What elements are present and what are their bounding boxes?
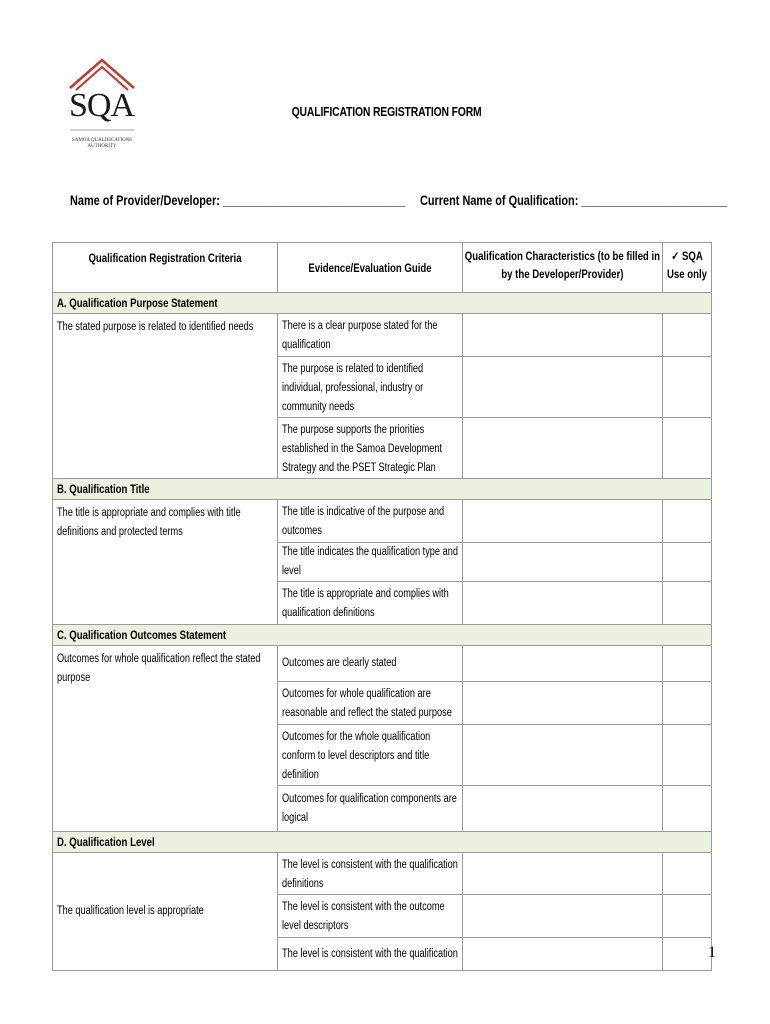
criterion-cell: The stated purpose is related to identified needs <box>53 314 278 479</box>
characteristics-cell[interactable] <box>463 895 663 938</box>
guide-cell: The level is consistent with the outcome level descriptors <box>278 895 463 938</box>
page-number: 1 <box>708 944 716 961</box>
section-d-row <box>53 832 712 853</box>
criterion-cell: The title is appropriate and complies with title definitions and protected terms <box>53 500 278 625</box>
sqa-cell[interactable] <box>663 786 712 832</box>
guide-cell: There is a clear purpose stated for the qualification <box>278 314 463 357</box>
table-row <box>53 500 712 543</box>
sqa-cell[interactable] <box>663 314 712 357</box>
guide-cell: Outcomes for the whole qualification conform to level descriptors and title definition <box>278 725 463 786</box>
header-evidence: Evidence/Evaluation Guide <box>278 243 463 293</box>
criterion-cell: Outcomes for whole qualification reflect the stated purpose <box>53 646 278 832</box>
sqa-cell[interactable] <box>663 646 712 682</box>
guide-cell: Outcomes for qualification components are logical <box>278 786 463 832</box>
sqa-cell[interactable] <box>663 682 712 725</box>
sqa-cell[interactable] <box>663 938 712 971</box>
provider-field <box>70 192 405 208</box>
table-row <box>53 646 712 682</box>
provider-value[interactable]: ______________________________ <box>222 192 406 208</box>
form-title: QUALIFICATION REGISTRATION FORM <box>291 104 482 119</box>
guide-cell: Outcomes for whole qualification are reasonable and reflect the stated purpose <box>278 682 463 725</box>
current-name-value[interactable]: ________________________ <box>581 192 728 208</box>
sqa-cell[interactable] <box>663 500 712 543</box>
sqa-cell[interactable] <box>663 725 712 786</box>
header-sqa-use: ✓ SQA Use only <box>663 243 712 293</box>
logo-subtitle: SAMOA QUALIFICATIONS AUTHORITY <box>71 138 133 149</box>
characteristics-cell[interactable] <box>463 357 663 418</box>
current-name-label: Current Name of Qualification: <box>420 192 579 208</box>
section-c-row <box>53 625 712 646</box>
table-row <box>53 314 712 357</box>
characteristics-cell[interactable] <box>463 646 663 682</box>
table-row <box>53 853 712 895</box>
characteristics-cell[interactable] <box>463 938 663 971</box>
guide-cell: The level is consistent with the qualification <box>278 938 463 971</box>
characteristics-cell[interactable] <box>463 725 663 786</box>
registration-table <box>52 242 712 971</box>
characteristics-cell[interactable] <box>463 786 663 832</box>
sqa-cell[interactable] <box>663 418 712 479</box>
provider-label: Name of Provider/Developer: <box>70 192 220 208</box>
characteristics-cell[interactable] <box>463 418 663 479</box>
section-title: C. Qualification Outcomes Statement <box>53 625 712 646</box>
sqa-cell[interactable] <box>663 357 712 418</box>
guide-cell: The purpose supports the priorities established in the Samoa Development Strategy and the PSET Strategic Plan <box>278 418 463 479</box>
header-criteria: Qualification Registration Criteria <box>53 243 278 293</box>
characteristics-cell[interactable] <box>463 500 663 543</box>
characteristics-cell[interactable] <box>463 853 663 895</box>
guide-cell: The level is consistent with the qualification definitions <box>278 853 463 895</box>
characteristics-cell[interactable] <box>463 543 663 582</box>
characteristics-cell[interactable] <box>463 314 663 357</box>
table-header-row <box>53 243 712 293</box>
section-b-row <box>53 479 712 500</box>
section-title: D. Qualification Level <box>53 832 712 853</box>
logo-letters: SQA <box>69 87 135 124</box>
check-icon: ✓ <box>671 249 680 263</box>
guide-cell: The purpose is related to identified individual, professional, industry or community needs <box>278 357 463 418</box>
guide-cell: The title indicates the qualification type and level <box>278 543 463 582</box>
sqa-cell[interactable] <box>663 895 712 938</box>
guide-cell: The title is indicative of the purpose and outcomes <box>278 500 463 543</box>
sqa-cell[interactable] <box>663 582 712 625</box>
sqa-cell[interactable] <box>663 543 712 582</box>
section-title: B. Qualification Title <box>53 479 712 500</box>
guide-cell: The title is appropriate and complies with qualification definitions <box>278 582 463 625</box>
characteristics-cell[interactable] <box>463 582 663 625</box>
section-a-row <box>53 293 712 314</box>
section-title: A. Qualification Purpose Statement <box>53 293 712 314</box>
sqa-cell[interactable] <box>663 853 712 895</box>
characteristics-cell[interactable] <box>463 682 663 725</box>
logo-roof-outer <box>70 60 134 88</box>
current-name-field <box>420 192 727 208</box>
header-characteristics: Qualification Characteristics (to be filled in by the Developer/Provider) <box>463 243 663 293</box>
guide-cell: Outcomes are clearly stated <box>278 646 463 682</box>
criterion-cell: The qualification level is appropriate <box>53 853 278 971</box>
